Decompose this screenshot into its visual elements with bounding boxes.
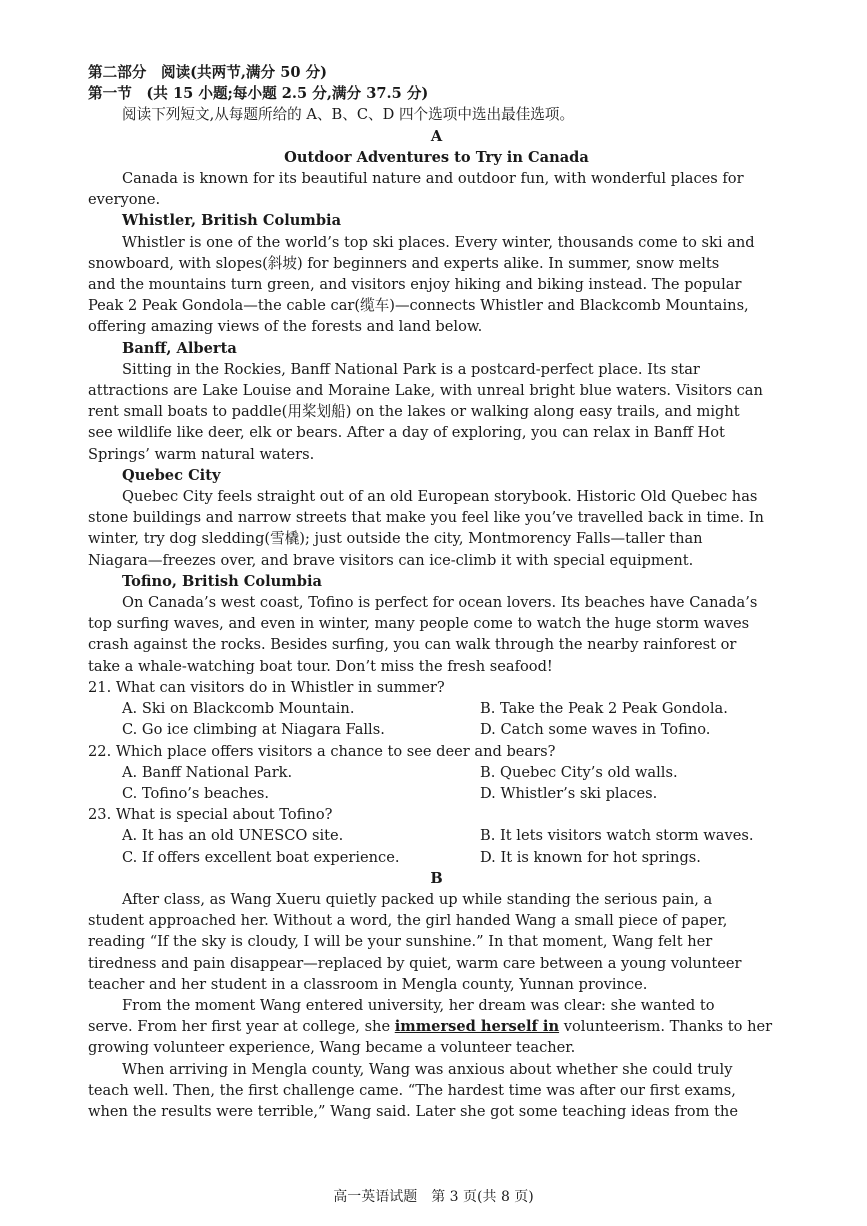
question-stem: 22. Which place offers visitors a chance to see deer and bears? <box>88 742 556 760</box>
option-a: A. Ski on Blackcomb Mountain. <box>122 700 355 718</box>
text-line: attractions are Lake Louise and Moraine Lake, with unreal bright blue waters. Visitors can <box>88 382 763 400</box>
passage-b-paragraph-3 <box>88 1059 785 1123</box>
passage-letter-a: A <box>430 127 443 145</box>
passage-intro <box>88 168 785 210</box>
text-line: tiredness and pain disappear—replaced by quiet, warm care between a young volunteer <box>88 954 742 972</box>
text-line: top surfing waves, and even in winter, many people come to watch the huge storm waves <box>88 615 750 633</box>
underlined-phrase: immersed herself in <box>394 1018 560 1036</box>
option-row <box>88 783 785 804</box>
text-segment: volunteerism. Thanks to her <box>559 1018 773 1036</box>
section-heading-tofino: Tofino, British Columbia <box>122 572 322 590</box>
option-d: D. Whistler’s ski places. <box>480 784 658 802</box>
option-a: A. It has an old UNESCO site. <box>122 827 344 845</box>
text-line: crash against the rocks. Besides surfing, you can walk through the nearby rainforest or <box>88 636 737 654</box>
section-quebec <box>88 465 785 571</box>
part-heading: 第二部分 阅读(共两节,满分 50 分) <box>88 64 328 81</box>
text-line: Canada is known for its beautiful nature and outdoor fun, with wonderful places for <box>122 170 744 188</box>
text-line: Niagara—freezes over, and brave visitors can ice-climb it with special equipment. <box>88 551 694 569</box>
text-line: rent small boats to paddle(用桨划船) on the lakes or walking along easy trails, and might <box>88 403 740 421</box>
page-footer: 高一英语试题 第 3 页(共 8 页) <box>333 1189 534 1205</box>
section-tofino <box>88 571 785 677</box>
option-d: D. It is known for hot springs. <box>480 848 701 866</box>
text-line: when the results were terrible,” Wang said. Later she got some teaching ideas from the <box>88 1102 738 1120</box>
text-line: After class, as Wang Xueru quietly packed up while standing the serious pain, a <box>122 890 713 908</box>
passage-title: Outdoor Adventures to Try in Canada <box>284 148 589 166</box>
text-line: see wildlife like deer, elk or bears. After a day of exploring, you can relax in Banff Hot <box>88 424 725 442</box>
text-line: teach well. Then, the first challenge came. “The hardest time was after our first exams, <box>88 1081 736 1099</box>
text-line: Quebec City feels straight out of an old European storybook. Historic Old Quebec has <box>122 488 758 506</box>
option-c: C. Tofino’s beaches. <box>122 784 270 802</box>
text-line: Springs’ warm natural waters. <box>88 445 315 463</box>
text-line: stone buildings and narrow streets that make you feel like you’ve travelled back in time. In <box>88 509 764 527</box>
text-line: and the mountains turn green, and visitors enjoy hiking and biking instead. The popular <box>88 276 742 294</box>
option-d: D. Catch some waves in Tofino. <box>480 721 711 739</box>
option-row <box>88 698 785 719</box>
section-heading-whistler: Whistler, British Columbia <box>122 212 342 230</box>
option-row <box>88 719 785 740</box>
option-c: C. Go ice climbing at Niagara Falls. <box>122 721 385 739</box>
option-row <box>88 762 785 783</box>
text-line: From the moment Wang entered university, her dream was clear: she wanted to <box>122 996 715 1014</box>
question-21 <box>88 677 785 741</box>
text-line: snowboard, with slopes(斜坡) for beginners and experts alike. In summer, snow melts <box>88 254 720 272</box>
text-line: Whistler is one of the world’s top ski places. Every winter, thousands come to ski and <box>122 233 755 251</box>
question-stem: 23. What is special about Tofino? <box>88 806 333 824</box>
text-line: everyone. <box>88 191 161 209</box>
section-heading-quebec: Quebec City <box>122 466 221 484</box>
passage-b-paragraph-1 <box>88 889 785 995</box>
section-heading-banff: Banff, Alberta <box>122 339 237 357</box>
exam-page <box>88 62 785 1122</box>
question-23 <box>88 804 785 868</box>
text-line: student approached her. Without a word, the girl handed Wang a small piece of paper, <box>88 912 728 930</box>
option-row <box>88 847 785 868</box>
question-22 <box>88 741 785 805</box>
text-line: offering amazing views of the forests and land below. <box>88 318 483 336</box>
option-row <box>88 825 785 846</box>
option-b: B. It lets visitors watch storm waves. <box>480 827 754 845</box>
section-banff <box>88 338 785 465</box>
text-line: When arriving in Mengla county, Wang was anxious about whether she could truly <box>122 1060 733 1078</box>
text-line <box>88 1016 785 1037</box>
passage-letter-b: B <box>430 869 443 887</box>
text-line: winter, try dog sledding(雪橇); just outside the city, Montmorency Falls—taller than <box>88 530 703 548</box>
instruction-text: 阅读下列短文,从每题所给的 A、B、C、D 四个选项中选出最佳选项。 <box>122 106 575 124</box>
option-b: B. Quebec City’s old walls. <box>480 763 678 781</box>
text-line: Peak 2 Peak Gondola—the cable car(缆车)—connects Whistler and Blackcomb Mountains, <box>88 297 749 315</box>
text-line: On Canada’s west coast, Tofino is perfect for ocean lovers. Its beaches have Canada’s <box>122 594 758 612</box>
section-heading: 第一节 (共 15 小题;每小题 2.5 分,满分 37.5 分) <box>88 85 429 103</box>
text-line: growing volunteer experience, Wang became a volunteer teacher. <box>88 1039 576 1057</box>
option-b: B. Take the Peak 2 Peak Gondola. <box>480 700 728 718</box>
text-line: Sitting in the Rockies, Banff National Park is a postcard-perfect place. Its star <box>122 360 700 378</box>
text-line: take a whale-watching boat tour. Don’t miss the fresh seafood! <box>88 657 553 675</box>
text-line: reading “If the sky is cloudy, I will be your sunshine.” In that moment, Wang felt her <box>88 933 713 951</box>
section-whistler <box>88 210 785 337</box>
text-segment: serve. From her first year at college, she <box>88 1018 395 1036</box>
option-c: C. If offers excellent boat experience. <box>122 848 400 866</box>
text-line: teacher and her student in a classroom in Mengla county, Yunnan province. <box>88 975 648 993</box>
question-stem: 21. What can visitors do in Whistler in summer? <box>88 678 445 696</box>
passage-b-paragraph-2 <box>88 995 785 1059</box>
option-a: A. Banff National Park. <box>122 763 293 781</box>
